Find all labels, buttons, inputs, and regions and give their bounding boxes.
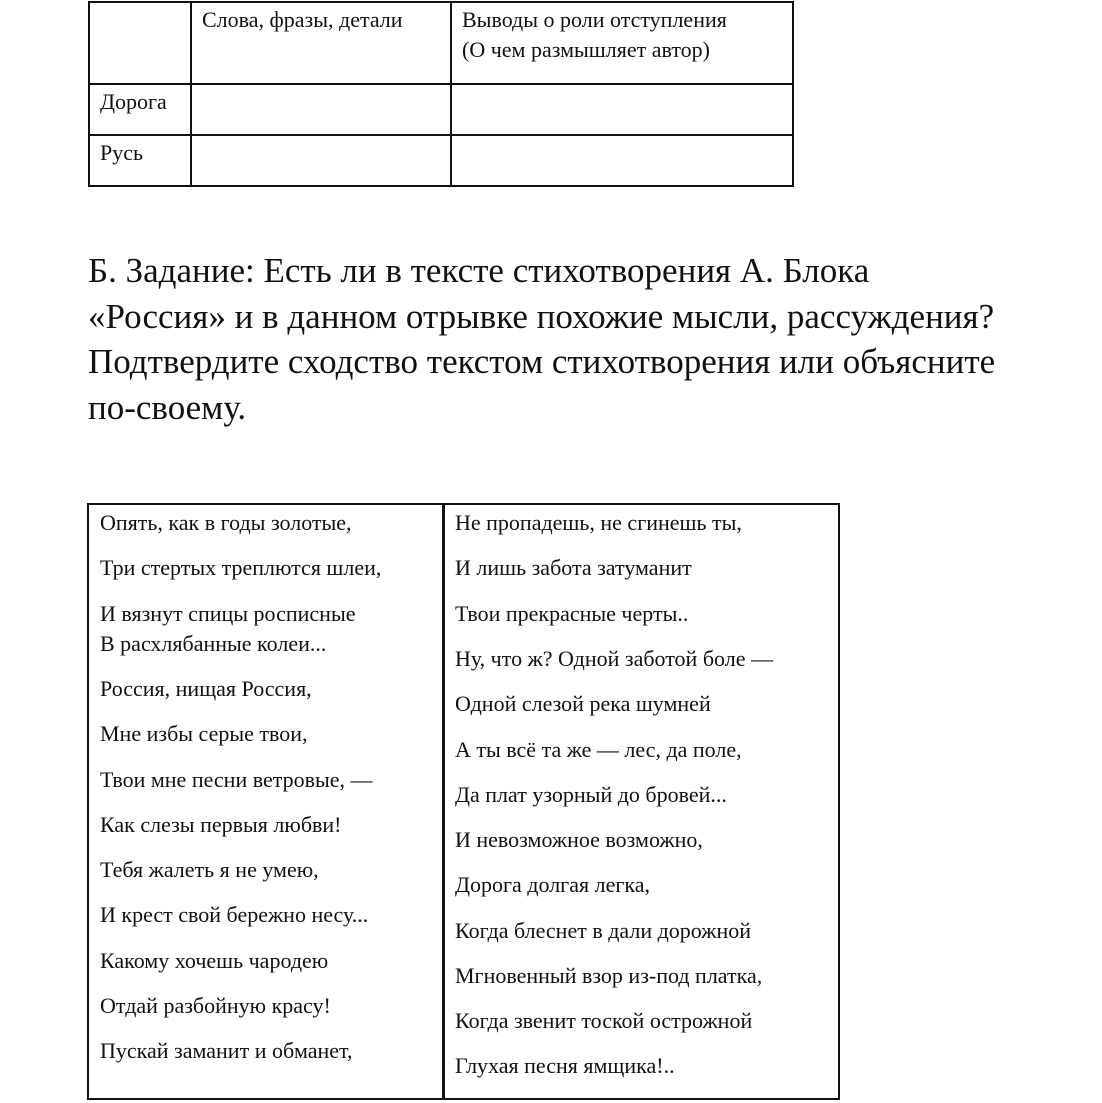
- poem-line: Одной слезой река шумней: [455, 691, 711, 716]
- poem-line: Твои мне песни ветровые, —: [100, 767, 373, 792]
- conclusion-cell: [451, 135, 793, 186]
- table-row: [89, 84, 793, 135]
- column-divider: [442, 505, 445, 1098]
- table-header-row: [89, 2, 793, 84]
- poem-line: А ты всё та же — лес, да поле,: [455, 737, 742, 762]
- details-cell: [191, 135, 451, 186]
- poem-line: Тебя жалеть я не умею,: [100, 857, 319, 882]
- conclusion-cell: [451, 84, 793, 135]
- task-paragraph: [88, 248, 1102, 430]
- poem-line: Когда блеснет в дали дорожной: [455, 918, 752, 943]
- details-cell: [191, 84, 451, 135]
- task-line: по-своему.: [88, 387, 247, 427]
- poem-line: Дорога долгая легка,: [455, 872, 650, 897]
- poem-line: Ну, что ж? Одной заботой боле —: [455, 646, 773, 671]
- poem-line: И крест свой бережно несу...: [100, 902, 369, 927]
- poem-line: Не пропадешь, не сгинешь ты,: [455, 510, 742, 535]
- poem-line: Россия, нищая Россия,: [100, 676, 312, 701]
- header-cell-conclusions: [451, 2, 793, 84]
- row-label: Русь: [89, 135, 191, 186]
- poem-line: Глухая песня ямщика!..: [455, 1053, 675, 1078]
- poem-line: И вязнут спицы росписные: [100, 601, 356, 626]
- poem-line: Какому хочешь чародею: [100, 948, 329, 973]
- analysis-table: [88, 1, 794, 187]
- poem-line: И лишь забота затуманит: [455, 555, 692, 580]
- poem-line: В расхлябанные колеи...: [100, 631, 327, 656]
- table-row: [89, 135, 793, 186]
- header-cell-details: Слова, фразы, детали: [191, 2, 451, 84]
- poem-line: Опять, как в годы золотые,: [100, 510, 352, 535]
- row-label: Дорога: [89, 84, 191, 135]
- poem-line: Отдай разбойную красу!: [100, 993, 331, 1018]
- poem-line: Как слезы первыя любви!: [100, 812, 342, 837]
- poem-box: [87, 503, 840, 1100]
- poem-line: Три стертых треплются шлеи,: [100, 555, 382, 580]
- poem-line: Пускай заманит и обманет,: [100, 1038, 353, 1063]
- task-line: Б. Задание: Есть ли в тексте стихотворения А. Блока: [88, 251, 870, 290]
- header-conclusions-line: Выводы о роли отступления: [462, 7, 727, 32]
- poem-line: И невозможное возможно,: [455, 827, 703, 852]
- task-line: Подтвердите сходство текстом стихотворения или объясните: [88, 342, 996, 381]
- header-conclusions-line: (О чем размышляет автор): [462, 37, 710, 62]
- task-line: «Россия» и в данном отрывке похожие мысли, рассуждения?: [88, 296, 995, 336]
- header-cell-empty: [89, 2, 191, 84]
- poem-line: Твои прекрасные черты..: [455, 601, 689, 626]
- poem-line: Да плат узорный до бровей...: [455, 782, 727, 807]
- poem-line: Мгновенный взор из-под платка,: [455, 963, 763, 988]
- poem-line: Когда звенит тоской острожной: [455, 1008, 753, 1033]
- poem-line: Мне избы серые твои,: [100, 721, 308, 746]
